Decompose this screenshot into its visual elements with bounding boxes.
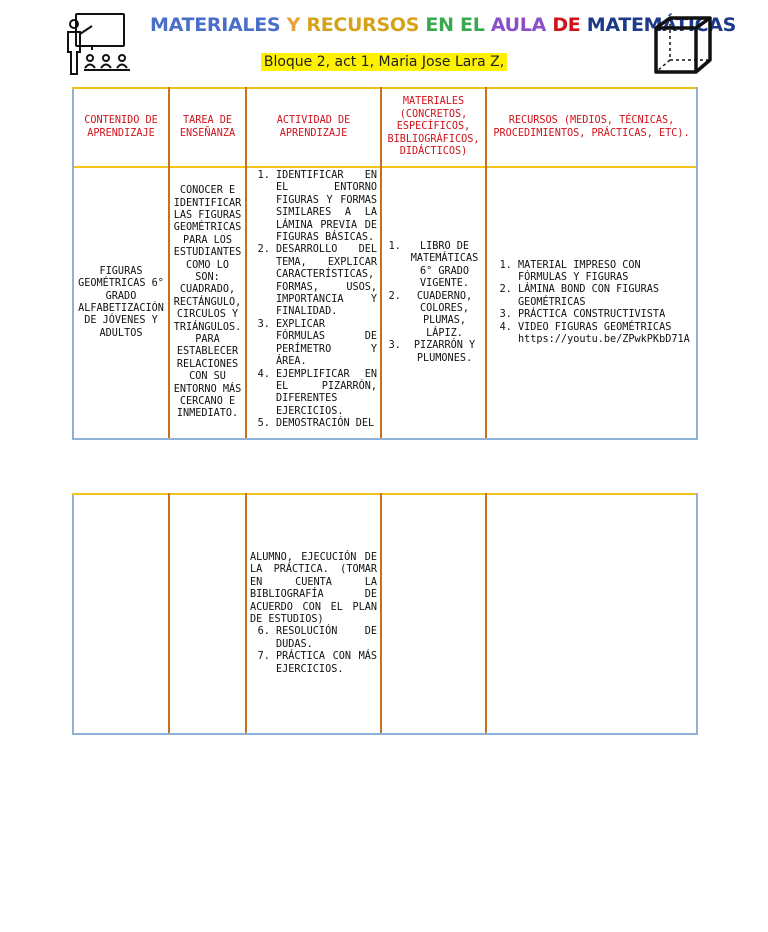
actividad-continuation-cell bbox=[246, 494, 381, 734]
table-header-row bbox=[73, 88, 697, 167]
table-row bbox=[73, 167, 697, 439]
header-actividad: ACTIVIDAD DE APRENDIZAJE bbox=[246, 88, 381, 167]
recursos-list bbox=[490, 260, 693, 347]
list-item: 4. EJEMPLIFICAR EN EL PIZARRÓN, DIFERENTES EJERCICIOS. bbox=[276, 369, 377, 419]
list-item: 1. MATERIAL IMPRESO CON FÓRMULAS Y FIGURAS bbox=[518, 260, 693, 285]
list-item: 2. CUADERNO, COLORES, PLUMAS, LÁPIZ. bbox=[407, 291, 482, 341]
list-item: 4. VIDEO FIGURAS GEOMÉTRICAS https://youtu.be/ZPwkPKbD71A bbox=[518, 322, 693, 347]
list-item: 7. PRÁCTICA CON MÁS EJERCICIOS. bbox=[276, 651, 377, 676]
contenido-cell: FIGURAS GEOMÉTRICAS 6° GRADO ALFABETIZACIÓN DE JÓVENES Y ADULTOS bbox=[73, 167, 169, 439]
title-word: AULA bbox=[490, 14, 553, 36]
actividad-cell bbox=[246, 167, 381, 439]
header-recursos: RECURSOS (MEDIOS, TÉCNICAS, PROCEDIMIENTOS, PRÁCTICAS, ETC). bbox=[486, 88, 697, 167]
list-item: 1. LIBRO DE MATEMÁTICAS 6° GRADO VIGENTE. bbox=[407, 241, 482, 291]
table-row bbox=[73, 494, 697, 734]
materiales-list bbox=[385, 241, 482, 365]
header-tarea: TAREA DE ENSEÑANZA bbox=[169, 88, 246, 167]
list-item: 5. DEMOSTRACIÓN DEL bbox=[276, 418, 377, 430]
page-title bbox=[150, 14, 737, 36]
title-word: Y bbox=[286, 14, 307, 36]
recursos-cell bbox=[486, 167, 697, 439]
title-word: MATEMÁTICAS bbox=[586, 14, 737, 36]
header-contenido: CONTENIDO DE APRENDIZAJE bbox=[73, 88, 169, 167]
planning-table bbox=[72, 87, 698, 440]
title-word: RECURSOS bbox=[306, 14, 426, 36]
subtitle: Bloque 2, act 1, Maria Jose Lara Z, bbox=[261, 53, 507, 71]
list-item: 3. EXPLICAR FÓRMULAS DE PERÍMETRO Y ÁREA. bbox=[276, 319, 377, 369]
list-item: 3. PIZARRÓN Y PLUMONES. bbox=[407, 340, 482, 365]
empty-cell bbox=[381, 494, 486, 734]
header-materiales: MATERIALES (CONCRETOS, ESPECÍFICOS, BIBLIOGRÁFICOS, DIDÁCTICOS) bbox=[381, 88, 486, 167]
empty-cell bbox=[73, 494, 169, 734]
list-item: 1. IDENTIFICAR EN EL ENTORNO FIGURAS Y FORMAS SIMILARES A LA LÁMINA PREVIA DE FIGURAS BÁSICAS. bbox=[276, 170, 377, 244]
tarea-cell: CONOCER E IDENTIFICAR LAS FIGURAS GEOMÉTRICAS PARA LOS ESTUDIANTES COMO LO SON: CUADRADO, RECTÁNGULO, CIRCULOS Y TRIÁNGULOS. PARA ESTABLECER RELACIONES CON SU ENTORNO MÁS CERCANO E INMEDIATO. bbox=[169, 167, 246, 439]
continuation-text: ALUMNO, EJECUCIÓN DE LA PRÁCTICA. (TOMAR EN CUENTA LA BIBLIOGRAFÍA DE ACUERDO CON EL PLAN DE ESTUDIOS) bbox=[250, 551, 377, 625]
empty-cell bbox=[169, 494, 246, 734]
list-item: 2. DESARROLLO DEL TEMA, EXPLICAR CARACTERÍSTICAS, FORMAS, USOS, IMPORTANCIA Y FINALIDAD. bbox=[276, 244, 377, 318]
title-word: EN bbox=[425, 14, 461, 36]
empty-cell bbox=[486, 494, 697, 734]
title-word: DE bbox=[552, 14, 587, 36]
materiales-cell bbox=[381, 167, 486, 439]
list-item: 2. LÁMINA BOND CON FIGURAS GEOMÉTRICAS bbox=[518, 284, 693, 309]
planning-table-continuation bbox=[72, 493, 698, 735]
actividad-list bbox=[250, 170, 377, 431]
title-word: MATERIALES bbox=[150, 14, 287, 36]
list-item: 3. PRÁCTICA CONSTRUCTIVISTA bbox=[518, 309, 693, 321]
actividad-list-continued bbox=[250, 626, 377, 676]
title-word: EL bbox=[460, 14, 491, 36]
list-item: 6. RESOLUCIÓN DE DUDAS. bbox=[276, 626, 377, 651]
